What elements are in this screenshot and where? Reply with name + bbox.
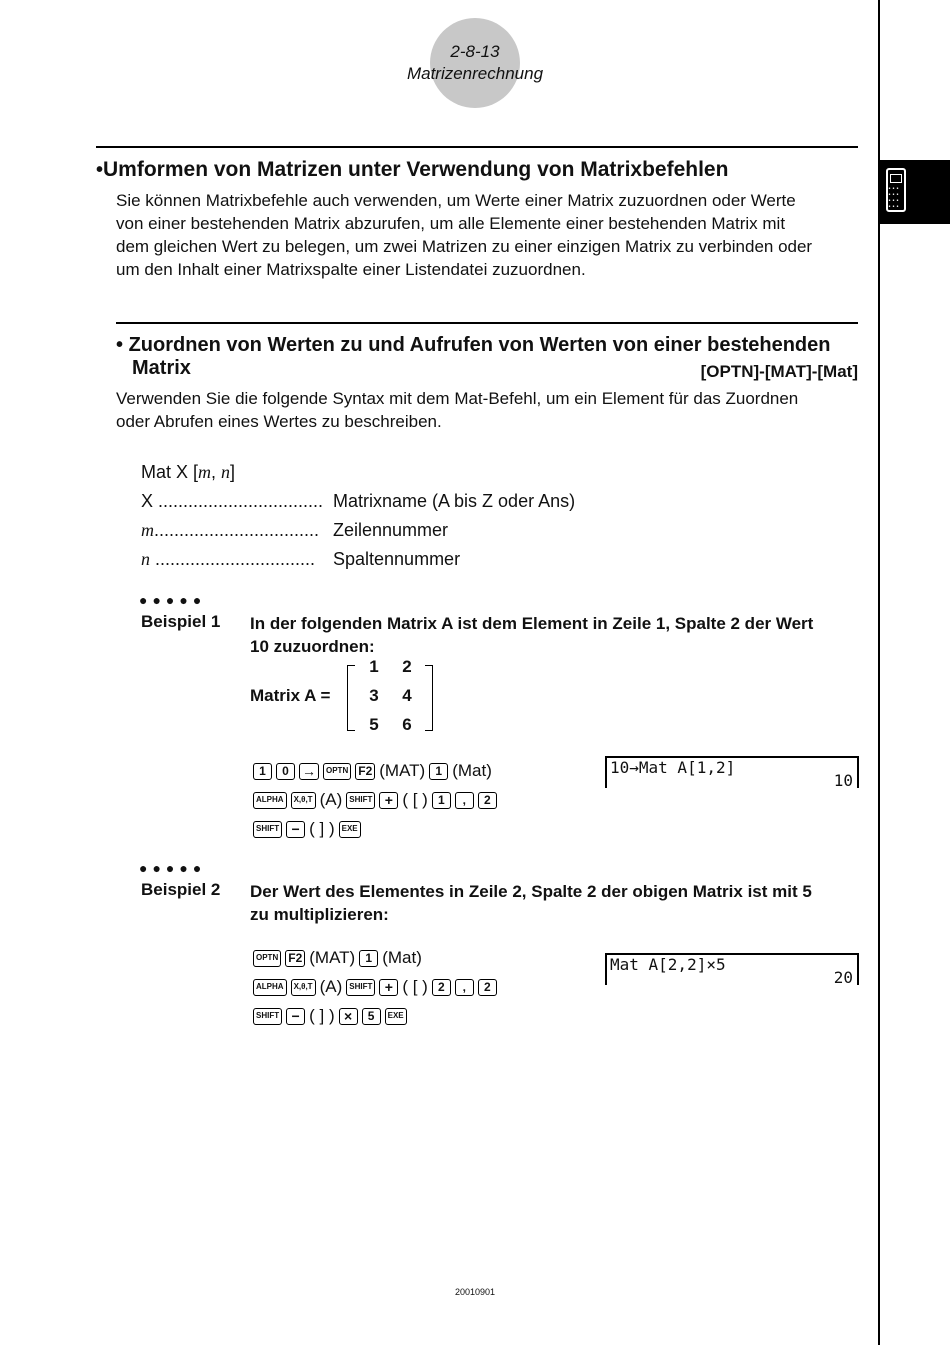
syntax-row: m.................................: [141, 520, 320, 540]
key-multiply[interactable]: ×: [339, 1008, 358, 1025]
key-1[interactable]: 1: [253, 763, 272, 780]
key-plus[interactable]: +: [379, 979, 398, 996]
key-minus[interactable]: −: [286, 1008, 305, 1025]
matrix-cell: 6: [402, 715, 412, 734]
example-dots: ●●●●●: [139, 860, 207, 876]
matrix-left-bracket: [347, 665, 355, 731]
key-note: (Mat): [382, 948, 422, 967]
key-sequence-row: [253, 759, 496, 783]
section1-paragraph: [116, 189, 866, 281]
key-plus[interactable]: +: [379, 792, 398, 809]
matrix-cell: 4: [402, 686, 412, 705]
matrix-right-bracket: [425, 665, 433, 731]
example-dots: ●●●●●: [139, 592, 207, 608]
key-comma[interactable]: ,: [455, 792, 474, 809]
syntax-row: X .................................: [141, 491, 324, 511]
matrix-cell: 3: [369, 686, 379, 705]
key-exe[interactable]: EXE: [385, 1008, 407, 1025]
section2-paragraph: [116, 387, 866, 433]
syntax-desc: Zeilennummer: [333, 520, 449, 540]
key-sequence-row: [253, 946, 426, 970]
key-alpha[interactable]: ALPHA: [253, 792, 287, 809]
section2-title-line2: Matrix: [132, 357, 191, 379]
section1-title: Umformen von Matrizen unter Verwendung von Matrixbefehlen: [103, 158, 729, 181]
key-xthetat[interactable]: X,θ,T: [291, 792, 316, 809]
text-line: Verwenden Sie die folgende Syntax mit dem Mat-Befehl, um ein Element für das Zuordnen: [116, 389, 799, 408]
text-line: oder Abrufen eines Wertes zu beschreiben.: [116, 412, 442, 431]
footer-code: 20010901: [454, 1287, 496, 1297]
section2-title-line1: Zuordnen von Werten zu und Aufrufen von Werten von einer bestehenden: [128, 334, 831, 356]
key-0[interactable]: 0: [276, 763, 295, 780]
chapter-title: Matrizenrechnung: [406, 64, 544, 83]
key-note: ( ] ): [309, 819, 335, 838]
key-sequence-row: [253, 975, 501, 999]
key-shift[interactable]: SHIFT: [346, 979, 375, 996]
section2-rule: [116, 322, 858, 324]
key-shift[interactable]: SHIFT: [253, 821, 282, 838]
key-sequence-row: [253, 788, 501, 812]
matrix-cell: 2: [402, 657, 412, 676]
calculator-keypad-icon: ••• ••• ••• •••: [888, 186, 901, 210]
example2-text: Der Wert des Elementes in Zeile 2, Spalte 2 der obigen Matrix ist mit 5 zu multiplizieren:: [250, 882, 812, 924]
syntax-row: n ................................: [141, 549, 316, 569]
key-5[interactable]: 5: [362, 1008, 381, 1025]
key-exe[interactable]: EXE: [339, 821, 361, 838]
key-note: (Mat): [452, 761, 492, 780]
key-comma[interactable]: ,: [455, 979, 474, 996]
screen-output: 10: [833, 771, 853, 790]
header-badge: [430, 18, 520, 108]
syntax-desc: Spaltennummer: [333, 549, 461, 569]
key-assign[interactable]: →: [299, 763, 319, 780]
key-note: (MAT): [309, 948, 356, 967]
key-note: ( [ ): [402, 790, 428, 809]
calculator-screen: [605, 756, 859, 788]
key-shift[interactable]: SHIFT: [346, 792, 375, 809]
text-line: dem gleichen Wert zu belegen, um zwei Matrizen zu einer einzigen Matrix zu verbinden oder: [116, 237, 813, 256]
key-note: (MAT): [379, 761, 426, 780]
key-alpha[interactable]: ALPHA: [253, 979, 287, 996]
screen-input: Mat A[2,2]×5: [610, 955, 726, 974]
key-optn[interactable]: OPTN: [323, 763, 351, 780]
page-number: 2-8-13: [450, 42, 500, 61]
bullet: •: [96, 159, 104, 181]
key-2[interactable]: 2: [478, 792, 497, 809]
example1-text: In der folgenden Matrix A ist dem Element in Zeile 1, Spalte 2 der Wert 10 zuzuordnen:: [250, 614, 814, 656]
key-sequence-row: [253, 1004, 411, 1028]
text-line: um den Inhalt einer Matrixspalte einer Listendatei zuzuordnen.: [116, 260, 586, 279]
key-f2[interactable]: F2: [285, 950, 305, 967]
bullet: •: [116, 334, 124, 356]
screen-output: 20: [833, 968, 853, 987]
example2-label: Beispiel 2: [141, 880, 221, 899]
section1-heading: [96, 158, 728, 182]
key-note: (A): [319, 790, 343, 809]
key-note: ( ] ): [309, 1006, 335, 1025]
key-1[interactable]: 1: [432, 792, 451, 809]
key-2[interactable]: 2: [478, 979, 497, 996]
text-line: von einer bestehenden Matrix abzurufen, um alle Elemente einer bestehenden Matrix mit: [116, 214, 786, 233]
calculator-screen: [605, 953, 859, 985]
key-sequence-row: [253, 817, 365, 841]
key-1[interactable]: 1: [429, 763, 448, 780]
key-path: [OPTN]-[MAT]-[Mat]: [700, 362, 858, 381]
key-2[interactable]: 2: [432, 979, 451, 996]
section1-rule: [96, 146, 858, 148]
matrix-label: Matrix A =: [250, 686, 331, 705]
key-minus[interactable]: −: [286, 821, 305, 838]
matrix-cell: 5: [369, 715, 379, 734]
syntax-desc: Matrixname (A bis Z oder Ans): [333, 491, 576, 511]
key-1[interactable]: 1: [359, 950, 378, 967]
key-shift[interactable]: SHIFT: [253, 1008, 282, 1025]
syntax-command: Mat X [m, n]: [141, 462, 236, 482]
key-note: (A): [319, 977, 343, 996]
screen-input: 10→Mat A[1,2]: [610, 758, 736, 777]
key-optn[interactable]: OPTN: [253, 950, 281, 967]
key-xthetat[interactable]: X,θ,T: [291, 979, 316, 996]
calculator-screen-icon: [890, 174, 902, 183]
text-line: Sie können Matrixbefehle auch verwenden, um Werte einer Matrix zuzuordnen oder Werte: [116, 191, 796, 210]
example1-label: Beispiel 1: [141, 612, 221, 631]
key-note: ( [ ): [402, 977, 428, 996]
matrix-cell: 1: [369, 657, 379, 676]
key-f2[interactable]: F2: [355, 763, 375, 780]
